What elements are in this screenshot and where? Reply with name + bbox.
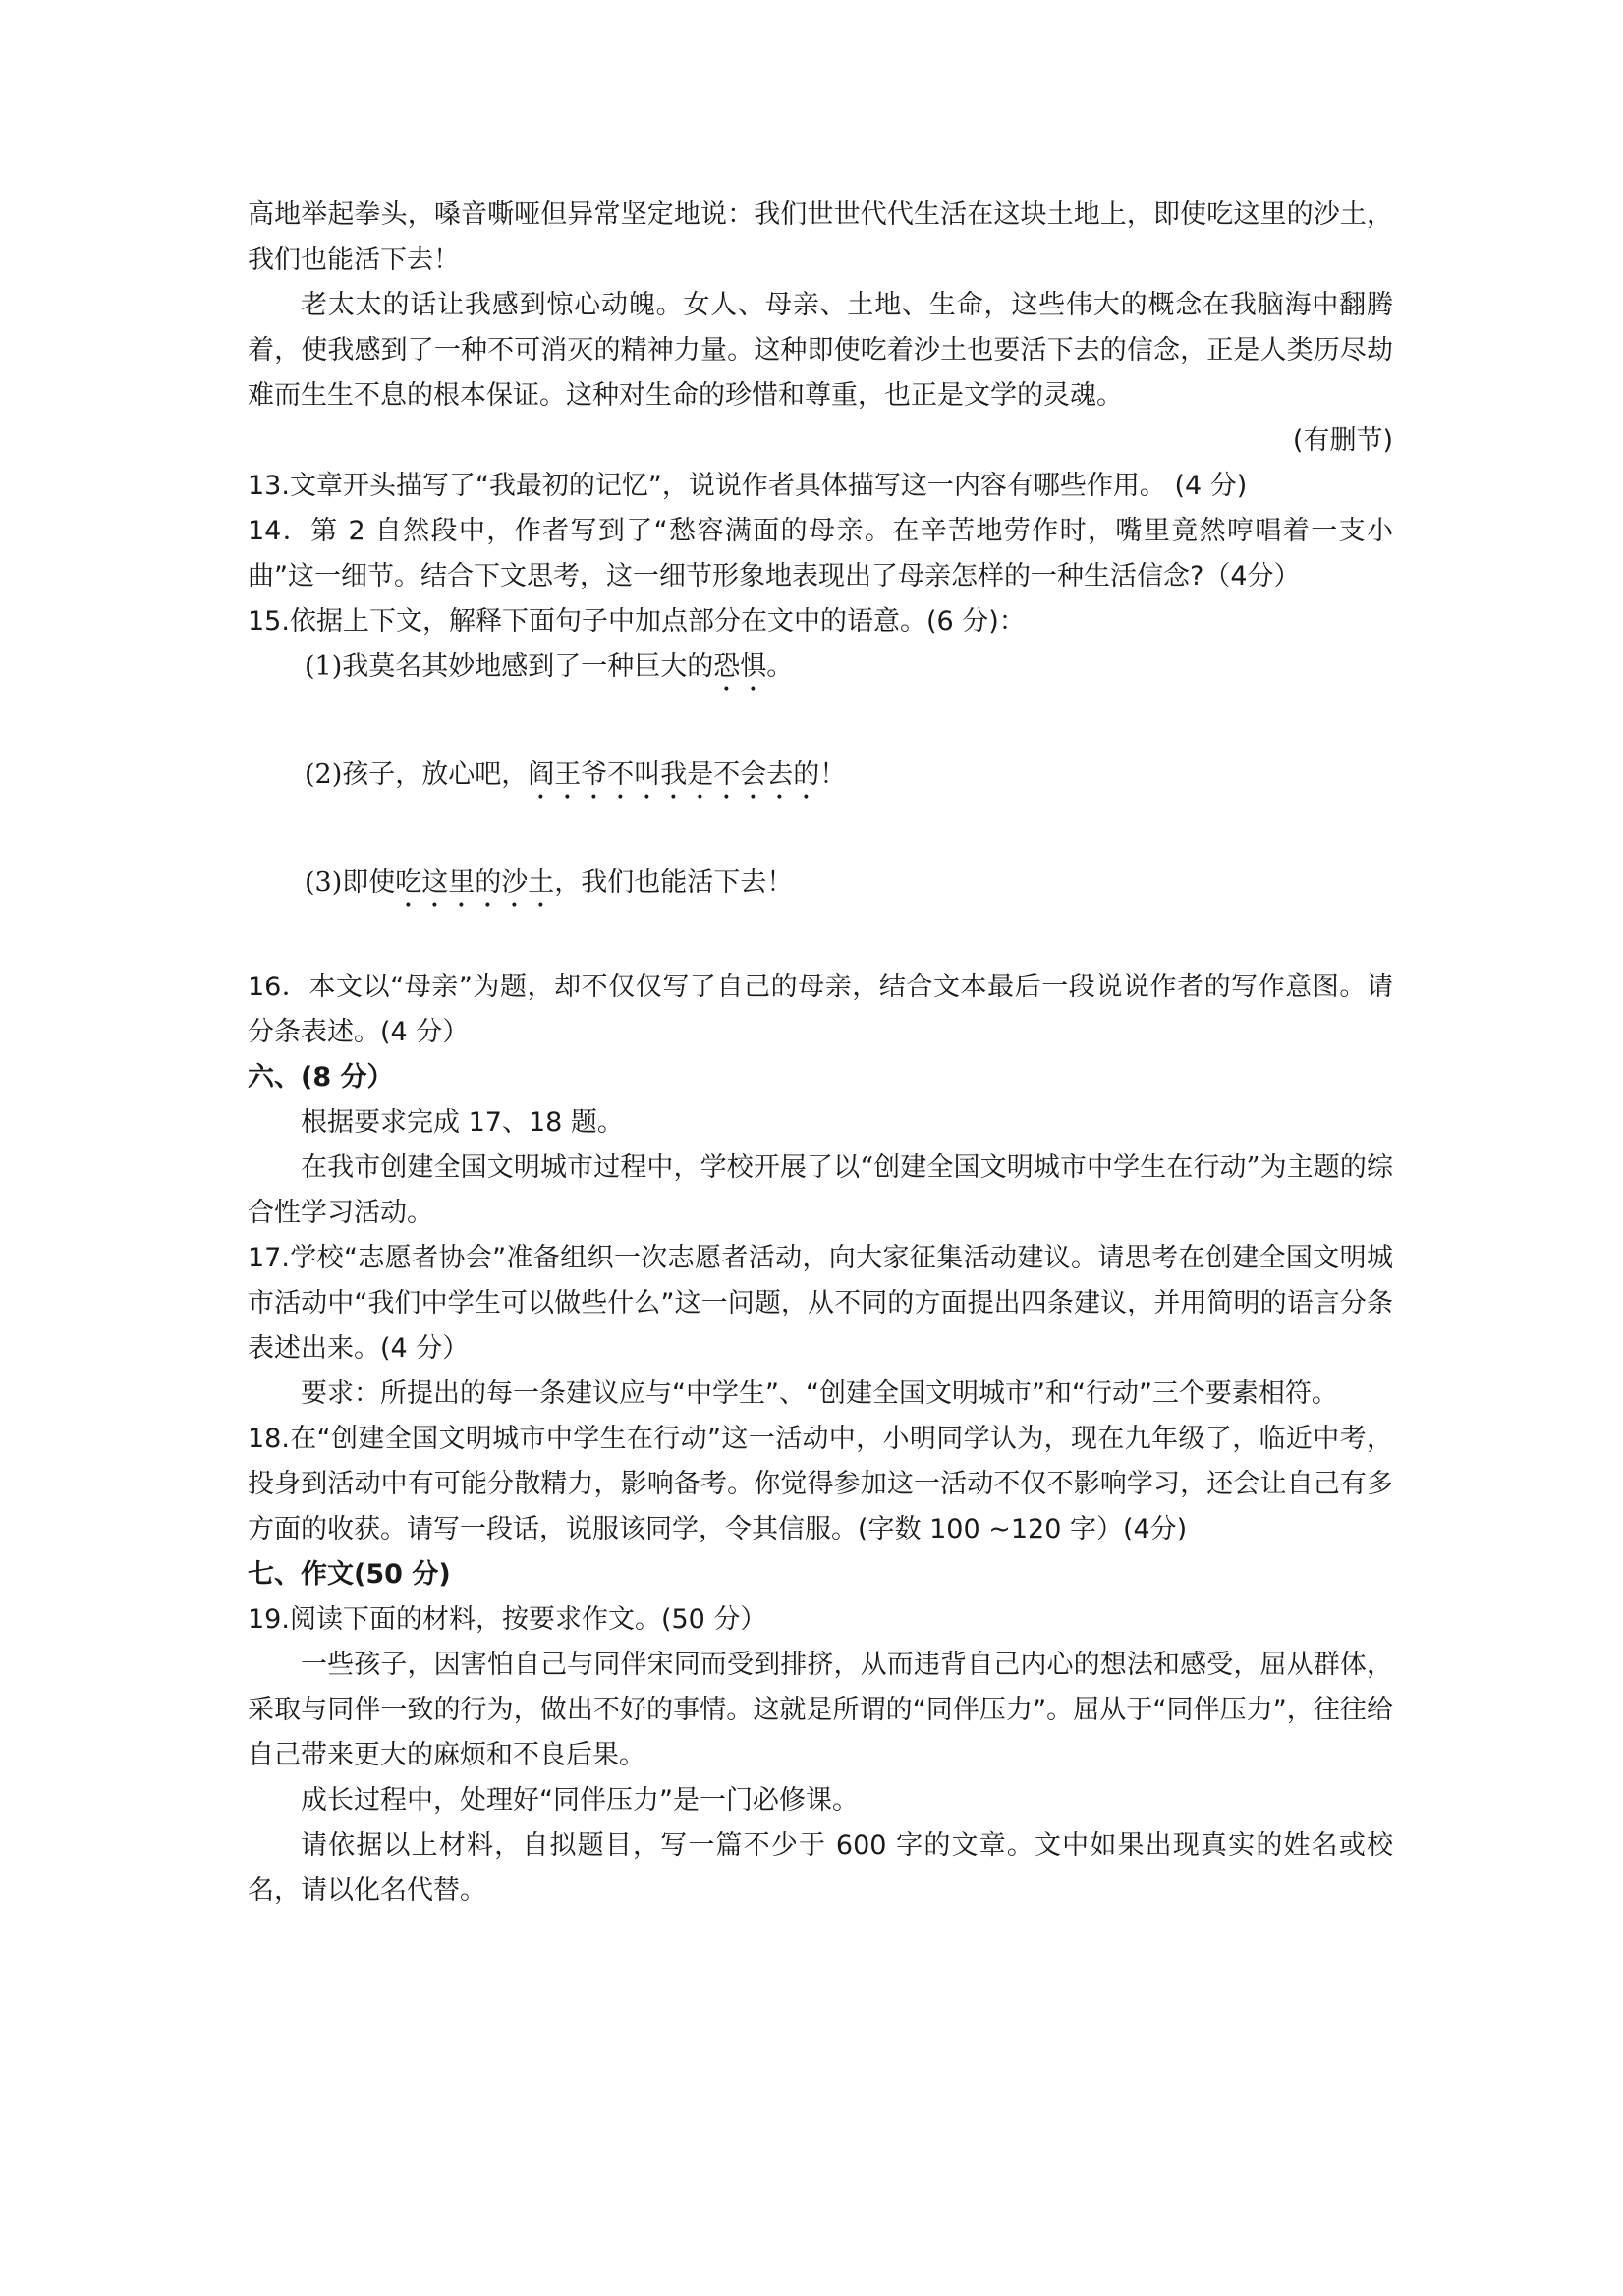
- item-text: ！: [819, 759, 847, 790]
- item-text: (3)即使: [305, 868, 396, 898]
- item-text: 。: [766, 651, 794, 682]
- item-text: ，我们也能活下去！: [554, 868, 794, 898]
- essay-material-1: 一些孩子，因害怕自己与同伴宋同而受到排挤，从而违背自己内心的想法和感受，屈从群体，采取与同伴一致的行为，做出不好的事情。这就是所谓的“同伴压力”。屈从于“同伴压力”，往往给自己带来更大的麻烦和不良后果。: [248, 1650, 1393, 1770]
- question-18: 18.在“创建全国文明城市中学生在行动”这一活动中，小明同学认为，现在九年级了，临近中考，投身到活动中有可能分散精力，影响备考。你觉得参加这一活动不仅不影响学习，还会让自己有多方面的收获。请写一段话，说服该同学，令其信服。(字数 100 ~120 字）(4分): [248, 1424, 1393, 1544]
- question-15-item-3: [248, 861, 1393, 914]
- question-15-item-1: [248, 644, 1393, 698]
- passage-paragraph-2: 老太太的话让我感到惊心动魄。女人、母亲、土地、生命，这些伟大的概念在我脑海中翻腾着，使我感到了一种不可消灭的精神力量。这种即使吃着沙土也要活下去的信念，正是人类历尽劫难而生生不息的根本保证。这种对生命的珍惜和尊重，也正是文学的灵魂。: [248, 290, 1393, 411]
- section-6-heading: 六、(8 分）: [248, 1062, 394, 1092]
- question-19: 19.阅读下面的材料，按要求作文。(50 分）: [248, 1604, 767, 1635]
- essay-material-2: 成长过程中，处理好“同伴压力”是一门必修课。: [301, 1785, 859, 1816]
- section-6-context: 在我市创建全国文明城市过程中，学校开展了以“创建全国文明城市中学生在行动”为主题的综合性学习活动。: [248, 1152, 1393, 1228]
- dotted-phrase: 吃这里的沙土: [395, 868, 555, 898]
- question-16: 16．本文以“母亲”为题，却不仅仅写了自己的母亲，结合文本最后一段说说作者的写作意图。请分条表述。(4 分）: [248, 972, 1393, 1047]
- section-6-intro: 根据要求完成 17、18 题。: [301, 1107, 624, 1138]
- section-7-heading: 七、作文(50 分): [248, 1559, 451, 1590]
- abridged-note: (有删节): [1292, 425, 1393, 456]
- question-14: 14．第 2 自然段中，作者写到了“愁容满面的母亲。在辛苦地劳作时，嘴里竟然哼唱着一支小曲”这一细节。结合下文思考，这一细节形象地表现出了母亲怎样的一种生活信念?（4分）: [248, 516, 1393, 591]
- question-17: 17.学校“志愿者协会”准备组织一次志愿者活动，向大家征集活动建议。请思考在创建全国文明城市活动中“我们中学生可以做些什么”这一问题，从不同的方面提出四条建议，并用简明的语言分条表述出来。(4 分）: [248, 1243, 1393, 1364]
- dotted-phrase: 恐惧: [713, 651, 767, 682]
- item-text: (1)我莫名其妙地感到了一种巨大的: [305, 651, 714, 682]
- dotted-phrase: 阎王爷不叫我是不会去的: [528, 759, 820, 790]
- essay-material-3: 请依据以上材料，自拟题目，写一篇不少于 600 字的文章。文中如果出现真实的姓名或校名，请以化名代替。: [248, 1830, 1393, 1906]
- document-page: [248, 193, 1393, 1914]
- question-15: 15.依据上下文，解释下面句子中加点部分在文中的语意。(6 分)：: [248, 606, 1026, 637]
- passage-paragraph-1: 高地举起拳头，嗓音嘶哑但异常坚定地说：我们世世代代生活在这块土地上，即使吃这里的沙土，我们也能活下去！: [248, 199, 1393, 275]
- item-text: (2)孩子，放心吧，: [305, 759, 529, 790]
- question-13: 13.文章开头描写了“我最初的记忆”，说说作者具体描写这一内容有哪些作用。 (4 分): [248, 471, 1248, 501]
- question-17-requirement: 要求：所提出的每一条建议应与“中学生”、“创建全国文明城市”和“行动”三个要素相符。: [301, 1378, 1338, 1409]
- question-15-item-2: [248, 753, 1393, 806]
